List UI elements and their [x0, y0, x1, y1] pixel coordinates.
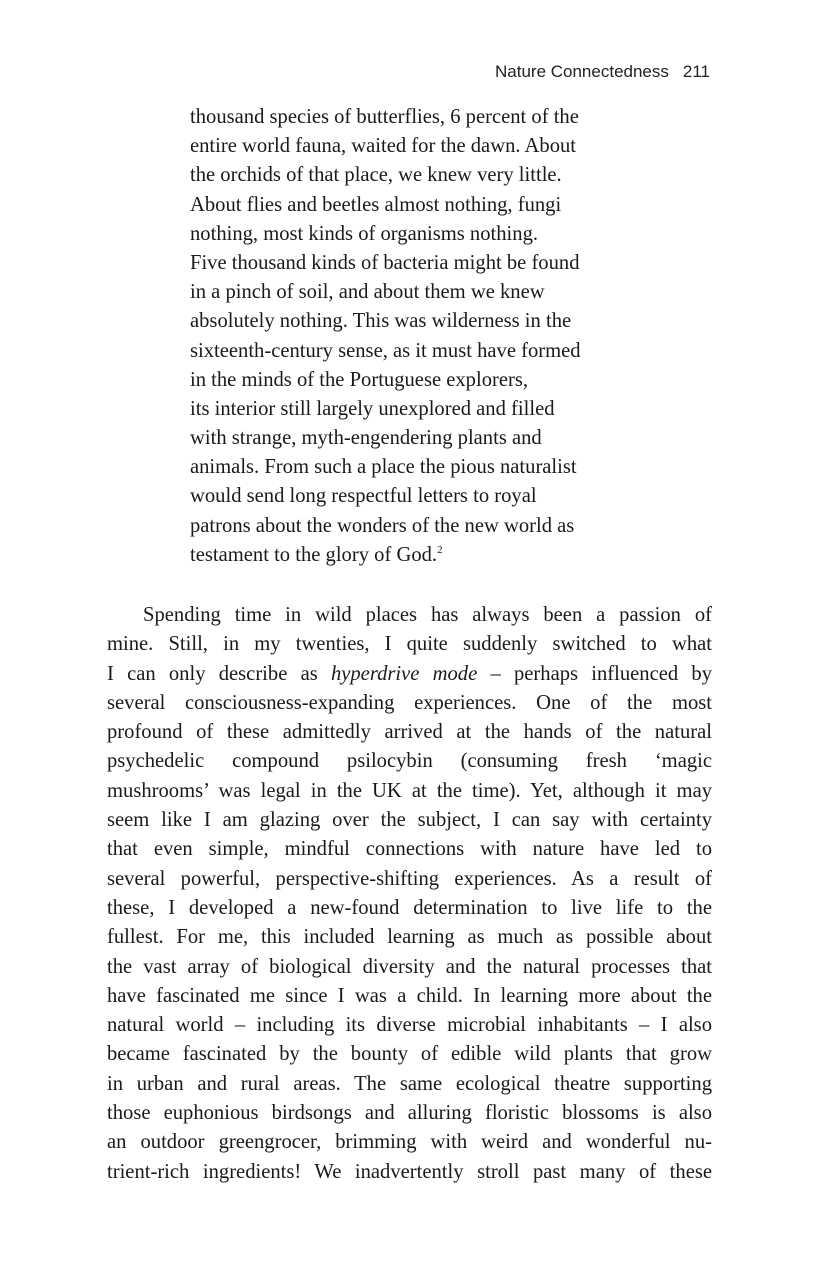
body-line: psychedelic compound psilocybin (consuming fresh ‘magic [107, 750, 712, 773]
quote-line: with strange, myth-engendering plants and [190, 427, 542, 450]
body-line-emphasis [107, 660, 712, 689]
body-line: that even simple, mindful connections with nature have led to [107, 838, 712, 861]
body-line: Spending time in wild places has always been a passion of [143, 604, 712, 626]
quote-line: nothing, most kinds of organisms nothing. [190, 222, 539, 245]
body-paragraph [107, 601, 712, 1187]
running-header [495, 62, 710, 82]
quote-line: About flies and beetles almost nothing, fungi [190, 193, 562, 216]
body-line: seem like I am glazing over the subject, I can say with certainty [107, 809, 712, 832]
emphasis-text: hyperdrive mode [330, 662, 478, 685]
quote-text: testament to the glory of God. [190, 543, 438, 566]
body-text: – perhaps influenced by [477, 662, 712, 685]
chapter-title: Nature Connectedness [495, 62, 669, 81]
body-line: these, I developed a new-found determination to live life to the [107, 896, 712, 919]
quote-line: animals. From such a place the pious naturalist [190, 456, 577, 479]
block-quote [190, 103, 640, 570]
body-line: mushrooms’ was legal in the UK at the time). Yet, although it may [107, 779, 712, 802]
quote-line: Five thousand kinds of bacteria might be found [190, 251, 580, 274]
body-line: mine. Still, in my twenties, I quite suddenly switched to what [107, 633, 712, 656]
body-line: fullest. For me, this included learning as much as possible about [107, 926, 712, 949]
body-line: in urban and rural areas. The same ecological theatre supporting [107, 1072, 712, 1095]
quote-line: in the minds of the Portuguese explorers, [190, 368, 529, 391]
body-line: have fascinated me since I was a child. In learning more about the [107, 984, 712, 1007]
body-line: several powerful, perspective-shifting experiences. As a result of [107, 867, 712, 890]
body-line: trient-rich ingredients! We inadvertently stroll past many of these [107, 1160, 712, 1183]
quote-line: its interior still largely unexplored and filled [190, 397, 555, 420]
quote-line: absolutely nothing. This was wilderness in the [190, 310, 572, 333]
quote-line: in a pinch of soil, and about them we knew [190, 281, 545, 304]
quote-line: entire world fauna, waited for the dawn. About [190, 135, 577, 158]
body-line: the vast array of biological diversity and the natural processes that [107, 955, 712, 978]
body-line: an outdoor greengrocer, brimming with weird and wonderful nu- [107, 1131, 712, 1154]
body-line: natural world – including its diverse microbial inhabitants – I also [107, 1014, 712, 1037]
quote-line: would send long respectful letters to royal [190, 485, 537, 508]
body-line: profound of these admittedly arrived at the hands of the natural [107, 721, 712, 744]
body-line: those euphonious birdsongs and alluring floristic blossoms is also [107, 1102, 712, 1125]
page-number: 211 [682, 62, 710, 81]
quote-line: sixteenth-century sense, as it must have formed [190, 339, 581, 362]
quote-line-last [190, 541, 640, 570]
quote-line: thousand species of butterflies, 6 percent of the [190, 106, 579, 128]
body-line: several consciousness-expanding experiences. One of the most [107, 691, 712, 714]
body-text: I can only describe as [107, 662, 331, 685]
quote-line: the orchids of that place, we knew very little. [190, 164, 562, 187]
footnote-reference: 2 [437, 543, 443, 556]
body-line: became fascinated by the bounty of edible wild plants that grow [107, 1043, 712, 1066]
quote-line: patrons about the wonders of the new world as [190, 514, 575, 537]
